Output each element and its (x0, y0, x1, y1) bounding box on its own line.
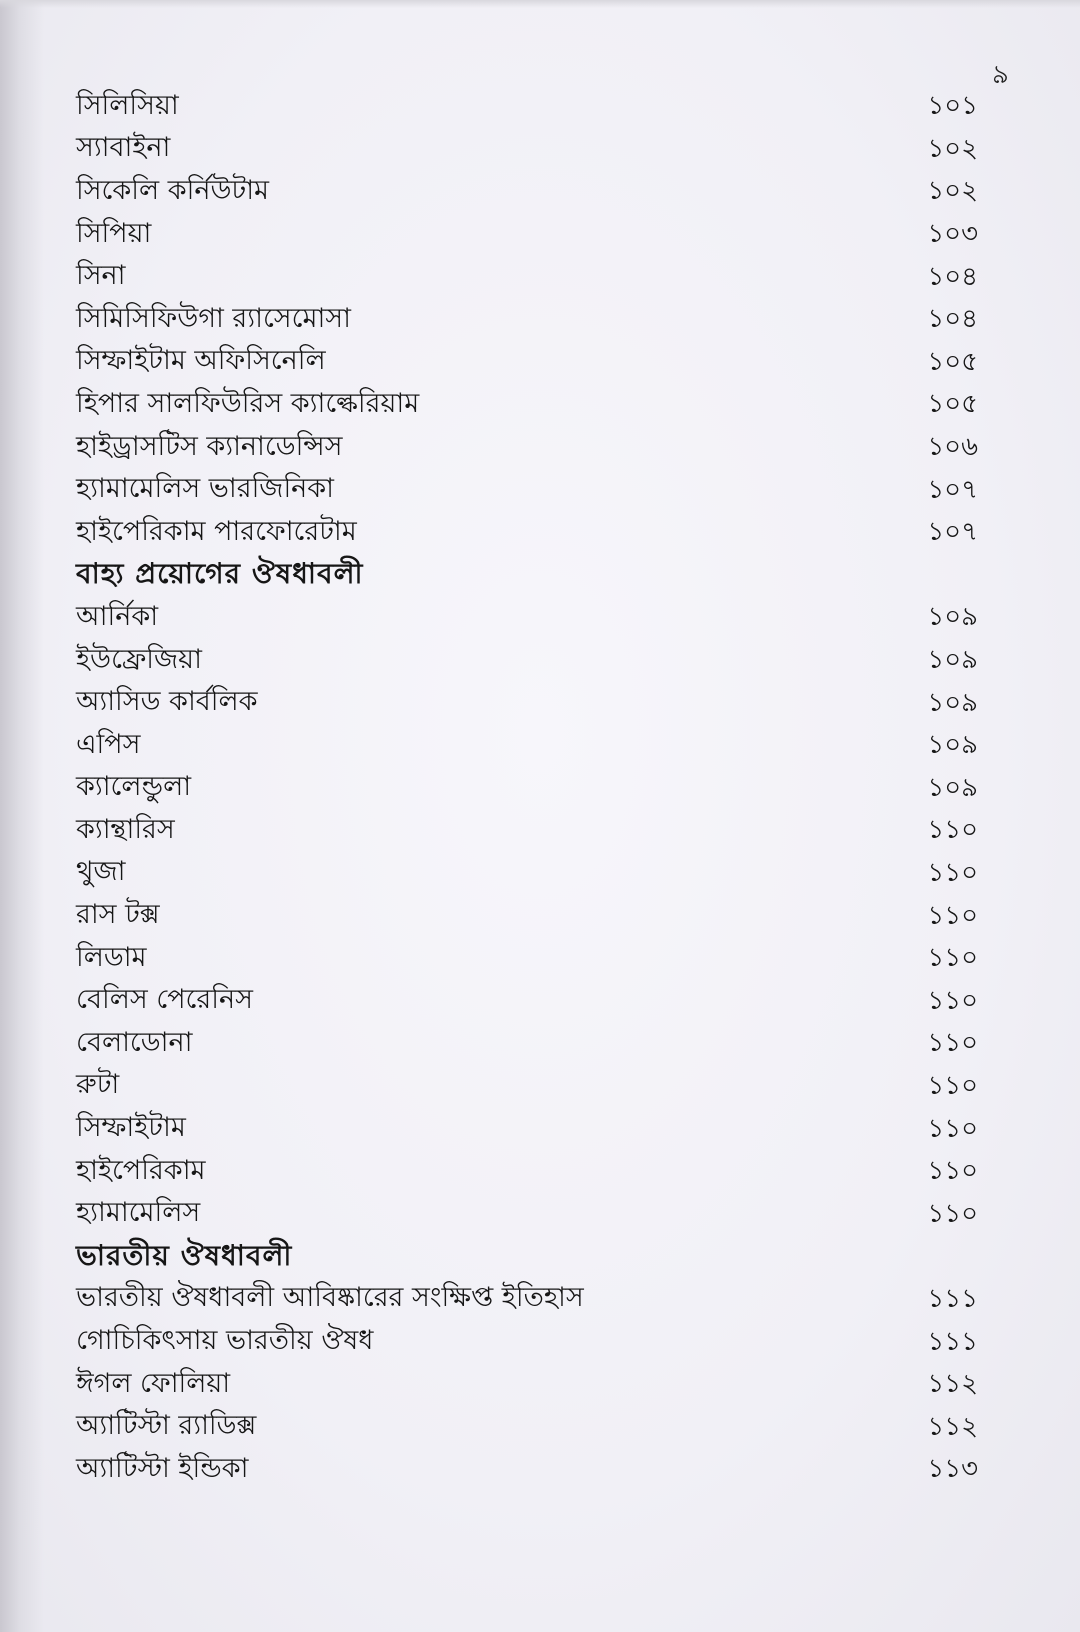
toc-entry (76, 256, 980, 299)
toc-entry (76, 1023, 980, 1066)
section-title: ভারতীয় ঔষধাবলী (76, 1238, 293, 1272)
entry-title: স্যাবাইনা (76, 132, 171, 164)
entry-title: সিম্ফাইটাম (76, 1112, 186, 1144)
entry-title: থুজা (76, 856, 126, 888)
entry-page-number: ১১০ (927, 1156, 978, 1187)
entry-title: সিমিসিফিউগা র‍্যাসেমোসা (76, 302, 351, 334)
toc-entry (76, 342, 980, 385)
page-number: ৯ (992, 60, 1009, 90)
entry-page-number: ১১০ (927, 1198, 978, 1229)
entry-title: সিলিসিয়া (76, 89, 179, 121)
toc-entry (76, 938, 980, 981)
toc-entry (76, 86, 980, 129)
entry-page-number: ১০৩ (927, 219, 978, 250)
entry-title: অ্যাটিস্টা র‍্যাডিক্স (76, 1410, 257, 1442)
entry-page-number: ১০৫ (927, 389, 978, 420)
toc-entry (76, 171, 980, 214)
entry-title: এপিস (76, 728, 141, 760)
section-heading (76, 555, 980, 598)
entry-title: হাইড্রাসটিস ক্যানাডেন্সিস (76, 430, 343, 462)
toc-entry (76, 640, 980, 683)
entry-title: সিম্ফাইটাম অফিসিনেলি (76, 345, 326, 377)
entry-page-number: ১১২ (927, 1369, 978, 1400)
toc-entry (76, 214, 980, 257)
toc-entry (76, 469, 980, 512)
entry-title: অ্যাসিড কার্বলিক (76, 686, 258, 718)
section-heading (76, 1236, 980, 1279)
toc-entry (76, 299, 980, 342)
entry-title: ক্যালেন্ডুলা (76, 771, 192, 803)
entry-title: ক্যান্থারিস (76, 813, 175, 845)
entry-page-number: ১১০ (927, 900, 978, 931)
toc-entry (76, 384, 980, 427)
toc-entry (76, 725, 980, 768)
toc-entry (76, 1364, 980, 1407)
entry-title: গোচিকিৎসায় ভারতীয় ঔষধ (76, 1325, 374, 1357)
toc-entry (76, 768, 980, 811)
toc-entry (76, 1108, 980, 1151)
toc-entry (76, 853, 980, 896)
toc-entry (76, 682, 980, 725)
entry-title: ভারতীয় ঔষধাবলী আবিষ্কারের সংক্ষিপ্ত ইতিহাস (76, 1282, 584, 1314)
entry-page-number: ১১০ (927, 857, 978, 888)
entry-page-number: ১০১ (927, 91, 978, 122)
entry-page-number: ১০৯ (927, 772, 978, 803)
entry-title: লিডাম (76, 941, 147, 973)
toc-entry (76, 427, 980, 470)
entry-title: হ্যামামেলিস ভারজিনিকা (76, 473, 335, 505)
entry-title: সিপিয়া (76, 217, 152, 249)
entry-page-number: ১০৯ (927, 730, 978, 761)
page-gutter-shadow (0, 0, 44, 1632)
entry-page-number: ১১১ (927, 1326, 978, 1357)
entry-page-number: ১০৯ (927, 602, 978, 633)
entry-page-number: ১০৪ (927, 261, 978, 292)
toc-entry (76, 1279, 980, 1322)
entry-page-number: ১০৬ (927, 432, 978, 463)
entry-page-number: ১০২ (927, 133, 978, 164)
entry-page-number: ১১০ (927, 1113, 978, 1144)
toc-entry (76, 810, 980, 853)
entry-title: ঈগল ফোলিয়া (76, 1367, 231, 1399)
toc-entry (76, 895, 980, 938)
toc-entry (76, 1193, 980, 1236)
entry-title: হিপার সালফিউরিস ক্যাল্কেরিয়াম (76, 387, 420, 419)
entry-page-number: ১১০ (927, 1070, 978, 1101)
entry-title: রাস টক্স (76, 899, 160, 931)
entry-page-number: ১০৪ (927, 304, 978, 335)
toc-entry (76, 129, 980, 172)
entry-title: বেলাডোনা (76, 1026, 193, 1058)
entry-page-number: ১১০ (927, 943, 978, 974)
entry-page-number: ১১২ (927, 1411, 978, 1442)
entry-page-number: ১১০ (927, 985, 978, 1016)
entry-title: সিনা (76, 260, 126, 292)
entry-page-number: ১১০ (927, 1028, 978, 1059)
toc-entry (76, 597, 980, 640)
entry-page-number: ১০৫ (927, 346, 978, 377)
entry-page-number: ১০৭ (927, 474, 978, 505)
entry-page-number: ১০৯ (927, 645, 978, 676)
entry-page-number: ১০২ (927, 176, 978, 207)
toc-entry (76, 1066, 980, 1109)
entry-page-number: ১০৯ (927, 687, 978, 718)
page-top-edge (0, 0, 1080, 8)
entry-title: সিকেলি কর্নিউটাম (76, 174, 270, 206)
entry-title: হ্যামামেলিস (76, 1197, 201, 1229)
toc-entry (76, 1321, 980, 1364)
section-title: বাহ্য প্রয়োগের ঔষধাবলী (76, 557, 364, 591)
toc-entry (76, 1406, 980, 1449)
table-of-contents (76, 86, 980, 1492)
entry-page-number: ১১১ (927, 1283, 978, 1314)
entry-page-number: ১০৭ (927, 517, 978, 548)
entry-page-number: ১১০ (927, 815, 978, 846)
entry-title: বেলিস পেরেনিস (76, 984, 253, 1016)
entry-title: ইউফ্রেজিয়া (76, 643, 202, 675)
entry-title: আর্নিকা (76, 600, 159, 632)
toc-entry (76, 512, 980, 555)
toc-entry (76, 980, 980, 1023)
entry-title: রুটা (76, 1069, 120, 1101)
toc-entry (76, 1449, 980, 1492)
entry-title: অ্যাটিস্টা ইন্ডিকা (76, 1452, 249, 1484)
entry-title: হাইপেরিকাম (76, 1154, 206, 1186)
entry-title: হাইপেরিকাম পারফোরেটাম (76, 515, 357, 547)
entry-page-number: ১১৩ (927, 1454, 978, 1485)
toc-entry (76, 1151, 980, 1194)
